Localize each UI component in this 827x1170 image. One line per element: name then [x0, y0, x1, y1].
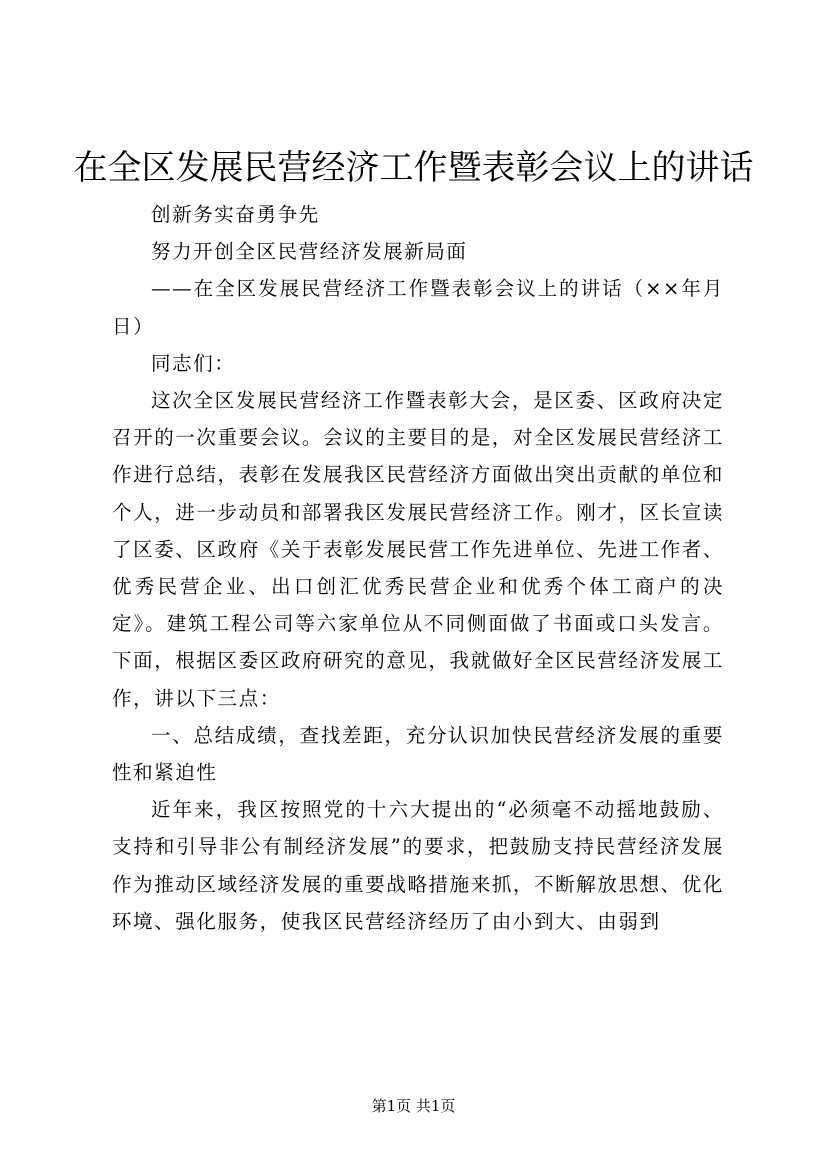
section-heading: 一、总结成绩，查找差距，充分认识加快民营经济发展的重要性和紧迫性	[112, 723, 724, 785]
salutation: 同志们：	[151, 351, 236, 375]
body-paragraph: 这次全区发展民营经济工作暨表彰大会，是区委、区政府决定召开的一次重要会议。会议的主要目的是，对全区发展民营经济工作进行总结，表彰在发展我区民营经济方面做出突出贡献的单位和个人，进一步动员和部署我区发展民营经济工作。刚才，区长宣读了区委、区政府《关于表彰发展民营工作先进单位、先进工作者、优秀民营企业、出口创汇优秀民营企业和优秀个体工商户的决定》。建筑工程公司等六家单位从不同侧面做了书面或口头发言。下面，根据区委区政府研究的意见，我就做好全区民营经济发展工作，讲以下三点：	[112, 389, 724, 710]
document-title: 在全区发展民营经济工作暨表彰会议上的讲话	[73, 148, 754, 188]
speech-byline: ——在全区发展民营经济工作暨表彰会议上的讲话（××年月日）	[112, 277, 724, 338]
document-body	[112, 196, 724, 940]
subtitle-line-1: 创新务实奋勇争先	[151, 203, 320, 226]
body-paragraph: 近年来，我区按照党的十六大提出的“必须毫不动摇地鼓励、支持和引导非公有制经济发展”的要求，把鼓励支持民营经济发展作为推动区域经济发展的重要战略措施来抓，不断解放思想、优化环境、强化服务，使我区民营经济经历了由小到大、由弱到	[112, 798, 724, 933]
page-footer: 第1页 共1页	[371, 1097, 456, 1115]
subtitle-line-2: 努力开创全区民营经济发展新局面	[151, 240, 468, 264]
